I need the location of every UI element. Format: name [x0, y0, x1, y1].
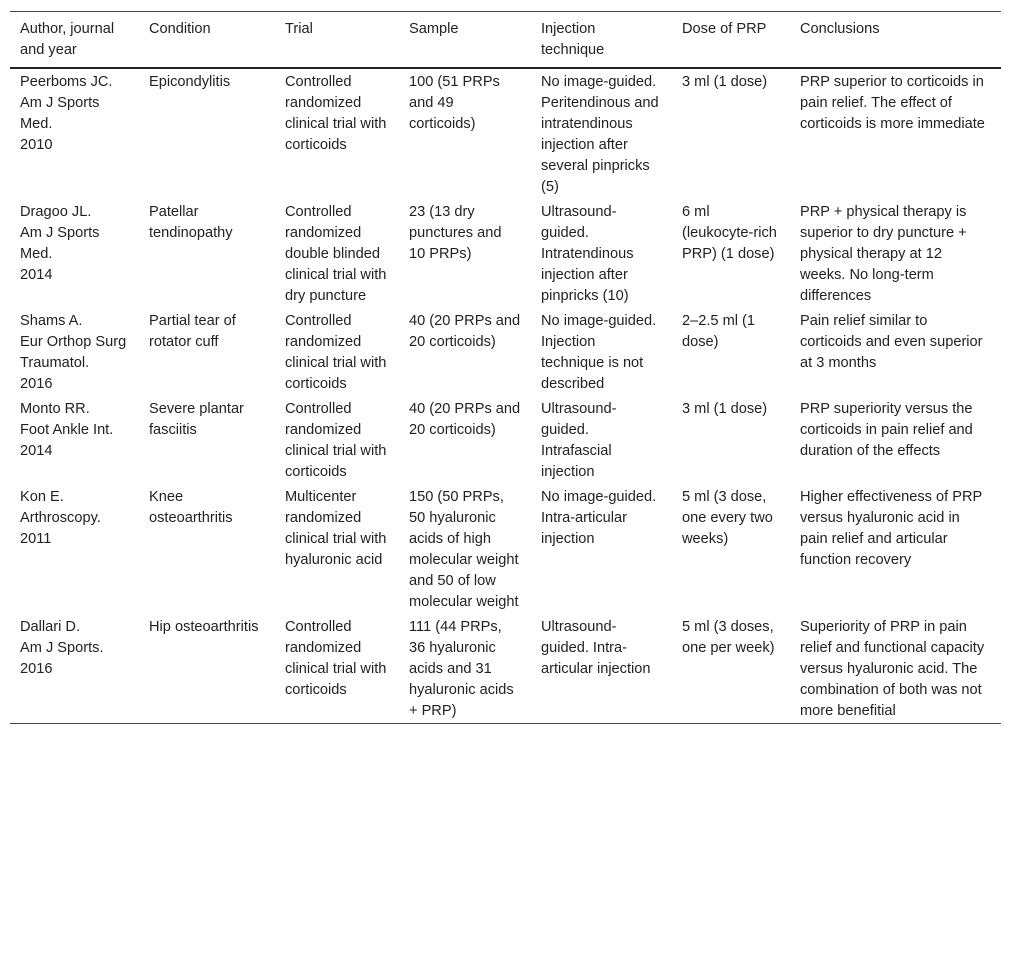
cell-sample: 150 (50 PRPs, 50 hyaluronic acids of high molecular weight and 50 of low molecular weight: [409, 489, 519, 610]
cell-trial: Controlled randomized clinical trial with corticoids: [285, 401, 387, 480]
author-name: Monto RR.: [20, 401, 90, 417]
header-trial: Trial: [275, 12, 399, 69]
cell-author: [10, 199, 139, 308]
header-dose: Dose of PRP: [672, 12, 790, 69]
cell-sample: 40 (20 PRPs and 20 corticoids): [409, 401, 521, 438]
cell-technique: No image-guided. Intra-articular injection: [541, 489, 657, 547]
cell-author: [10, 614, 139, 724]
author-name: Kon E.: [20, 489, 64, 505]
cell-condition: Partial tear of rotator cuff: [149, 313, 236, 350]
cell-dose: 3 ml (1 dose): [682, 74, 768, 90]
author-year: 2010: [20, 137, 53, 153]
author-year: 2014: [20, 267, 53, 283]
prp-studies-table: [10, 11, 1001, 724]
cell-conclusions: PRP superior to corticoids in pain relief. The effect of corticoids is more immediate: [800, 74, 985, 132]
cell-sample: 40 (20 PRPs and 20 corticoids): [409, 313, 521, 350]
cell-trial: Controlled randomized double blinded clinical trial with dry puncture: [285, 204, 387, 304]
header-sample: Sample: [399, 12, 531, 69]
header-author: Author, journal and year: [10, 12, 139, 69]
cell-dose: 6 ml (leukocyte-rich PRP) (1 dose): [682, 204, 777, 262]
cell-trial: Multicenter randomized clinical trial with hyaluronic acid: [285, 489, 387, 568]
cell-sample: 100 (51 PRPs and 49 corticoids): [409, 74, 500, 132]
cell-dose: 3 ml (1 dose): [682, 401, 768, 417]
cell-sample: 23 (13 dry punctures and 10 PRPs): [409, 204, 502, 262]
cell-author: [10, 396, 139, 484]
header-injection-technique: Injection technique: [531, 12, 672, 69]
cell-trial: Controlled randomized clinical trial with corticoids: [285, 313, 387, 392]
author-year: 2016: [20, 661, 53, 677]
cell-trial: Controlled randomized clinical trial with corticoids: [285, 74, 387, 153]
cell-author: [10, 68, 139, 199]
author-name: Peerboms JC.: [20, 74, 113, 90]
cell-condition: Knee osteoarthritis: [149, 489, 233, 526]
table-row: [10, 396, 1001, 484]
cell-condition: Severe plantar fasciitis: [149, 401, 244, 438]
cell-technique: No image-guided. Peritendinous and intratendinous injection after several pinpricks (5): [541, 74, 659, 195]
author-journal: Foot Ankle Int.: [20, 422, 114, 438]
author-year: 2014: [20, 443, 53, 459]
author-year: 2016: [20, 376, 53, 392]
author-year: 2011: [20, 531, 52, 547]
author-journal: Am J Sports Med.: [20, 225, 100, 262]
cell-trial: Controlled randomized clinical trial with corticoids: [285, 619, 387, 698]
cell-conclusions: Pain relief similar to corticoids and even superior at 3 months: [800, 313, 983, 371]
cell-technique: Ultrasound-guided. Intratendinous injection after pinpricks (10): [541, 204, 634, 304]
author-journal: Am J Sports Med.: [20, 95, 100, 132]
header-conclusions: Conclusions: [790, 12, 1001, 69]
cell-condition: Hip osteoarthritis: [149, 619, 259, 635]
cell-author: [10, 308, 139, 396]
cell-conclusions: PRP + physical therapy is superior to dry puncture + physical therapy at 12 weeks. No long-term differences: [800, 204, 967, 304]
author-name: Dragoo JL.: [20, 204, 92, 220]
author-name: Dallari D.: [20, 619, 81, 635]
author-name: Shams A.: [20, 313, 83, 329]
cell-dose: 2–2.5 ml (1 dose): [682, 313, 756, 350]
cell-conclusions: PRP superiority versus the corticoids in pain relief and duration of the effects: [800, 401, 973, 459]
cell-dose: 5 ml (3 doses, one per week): [682, 619, 775, 656]
cell-technique: Ultrasound-guided. Intrafascial injection: [541, 401, 617, 480]
cell-technique: Ultrasound-guided. Intra-articular injection: [541, 619, 651, 677]
author-journal: Am J Sports.: [20, 640, 104, 656]
cell-dose: 5 ml (3 dose, one every two weeks): [682, 489, 773, 547]
cell-conclusions: Higher effectiveness of PRP versus hyaluronic acid in pain relief and articular function recovery: [800, 489, 982, 568]
table-row: [10, 484, 1001, 614]
table-row: [10, 68, 1001, 199]
header-row: [10, 12, 1001, 69]
cell-sample: 111 (44 PRPs, 36 hyaluronic acids and 31 hyaluronic acids + PRP): [409, 619, 514, 719]
header-condition: Condition: [139, 12, 275, 69]
cell-condition: Patellar tendinopathy: [149, 204, 233, 241]
cell-technique: No image-guided. Injection technique is not described: [541, 313, 657, 392]
table-container: [10, 11, 1001, 724]
table-body: [10, 68, 1001, 724]
table-row: [10, 308, 1001, 396]
author-journal: Arthroscopy.: [20, 510, 101, 526]
table-header: [10, 12, 1001, 69]
cell-condition: Epicondylitis: [149, 74, 231, 90]
table-row: [10, 614, 1001, 724]
author-journal: Eur Orthop Surg Traumatol.: [20, 334, 127, 371]
cell-author: [10, 484, 139, 614]
cell-conclusions: Superiority of PRP in pain relief and functional capacity versus hyaluronic acid. The combination of both was not more benefitial: [800, 619, 985, 719]
table-row: [10, 199, 1001, 308]
